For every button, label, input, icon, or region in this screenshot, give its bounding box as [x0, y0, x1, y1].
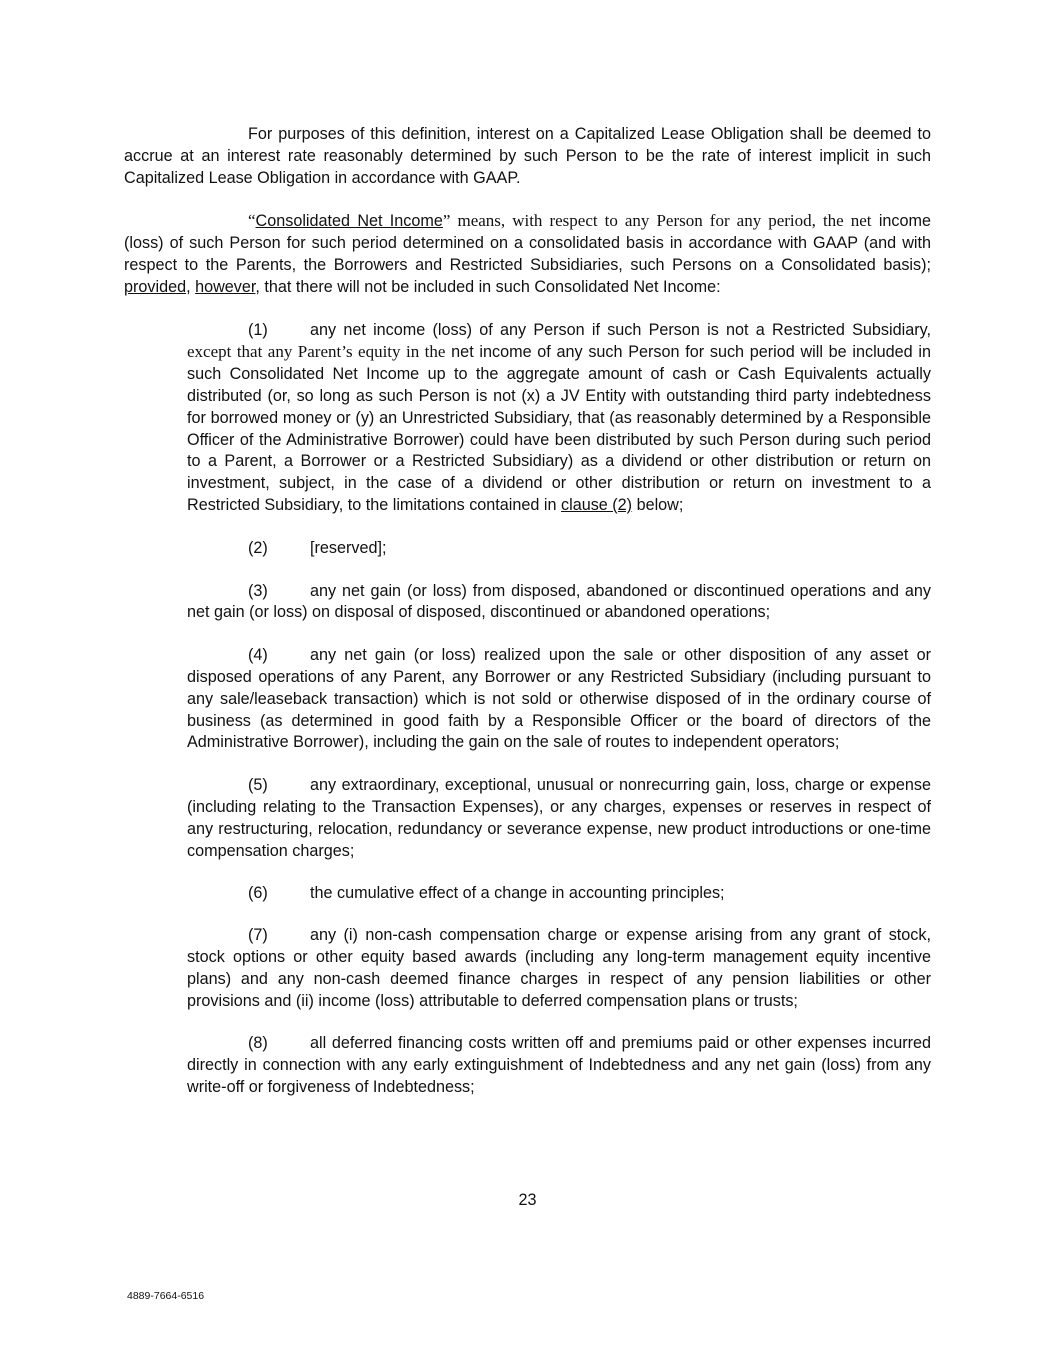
- clause-4: [187, 645, 931, 754]
- page-number: 23: [518, 1191, 537, 1209]
- clause-text: net income of any such Person for such period will be included in such Consolidated Net Income up to the aggregate amount of cash or Cash Equivalents actually distributed (or, so long as such Person is not (x) a JV Entity with outstanding third party indebtedness for borrowed money or (y) an Unrestricted Subsidiary, that (as reasonably determined by a Responsible Officer of the Administrative Borrower) could have been distributed by such Person during such period to a Parent, a Borrower or a Restricted Subsidiary) as a dividend or other distribution or return on investment, subject, in the case of a dividend or other distribution or return on investment to a Restricted Subsidiary, to the limitations contained in: [187, 343, 932, 514]
- clause-2-reference: clause (2): [561, 495, 633, 514]
- clause-number: (2): [248, 538, 268, 557]
- definition-body: income (loss) of such Person for such period determined on a consolidated basis in accordance with GAAP (and with respect to the Parents, the Borrowers and Restricted Subsidiaries, such Persons on a Consolidated basis);: [124, 212, 931, 274]
- provided-term: provided: [124, 277, 187, 296]
- clause-text: any net income (loss) of any Person if such Person is not a Restricted Subsidiary,: [310, 320, 931, 339]
- clause-number: (5): [248, 776, 268, 795]
- clause-number: (7): [248, 926, 268, 945]
- clause-number: (8): [248, 1034, 268, 1053]
- clause-text: any net gain (or loss) from disposed, abandoned or discontinued operations and any net gain (or loss) on disposal of disposed, discontinued or abandoned operations;: [187, 581, 931, 622]
- paragraph-consolidated-net-income-definition: [124, 210, 931, 298]
- clause-8: [187, 1033, 931, 1098]
- clause-text: any extraordinary, exceptional, unusual or nonrecurring gain, loss, charge or expense (including relating to the Transaction Expenses), or any charges, expenses or reserves in respect of any restructuring, relocation, redundancy or severance expense, new product introductions or one-time compensation charges;: [187, 776, 931, 860]
- separator: ,: [186, 277, 196, 296]
- clause-number: (4): [248, 646, 268, 665]
- clause-text: any net gain (or loss) realized upon the sale or other disposition of any asset or disposed operations of any Parent, any Borrower or any Restricted Subsidiary (including pursuant to any sale/leaseback transaction) which is not sold or otherwise disposed of in the ordinary course of business (as determined in good faith by a Responsible Officer or the board of directors of the Administrative Borrower), including the gain on the sale of routes to independent operators;: [187, 646, 931, 752]
- clause-text: any (i) non-cash compensation charge or expense arising from any grant of stock, stock options or other equity based awards (including any long-term management equity incentive plans) and any non-cash deemed finance charges in respect of any pension liabilities or other provisions and (ii) income (loss) attributable to deferred compensation plans or trusts;: [187, 926, 931, 1010]
- document-id: 4889-7664-6516: [127, 1290, 205, 1302]
- open-quote: “: [248, 211, 256, 231]
- clause-text: the cumulative effect of a change in accounting principles;: [310, 884, 725, 903]
- clause-1: [187, 320, 931, 517]
- document-page: [124, 124, 931, 1099]
- clause-5: [187, 775, 931, 862]
- definition-tail: , that there will not be included in such Consolidated Net Income:: [255, 277, 721, 296]
- paragraph-capitalized-lease-interest: For purposes of this definition, interest on a Capitalized Lease Obligation shall be deemed to accrue at an interest rate reasonably determined by such Person to be the rate of interest implicit in such Capitalized Lease Obligation in accordance with GAAP.: [124, 125, 931, 187]
- clause-number: (6): [248, 884, 268, 903]
- clause-text-serif: except that any Parent’s equity in the: [187, 342, 446, 362]
- clause-number: (3): [248, 581, 268, 600]
- clause-number: (1): [248, 320, 268, 339]
- definition-lead: ” means, with respect to any Person for any period, the net: [442, 211, 872, 231]
- clause-6: [187, 883, 931, 905]
- clause-3: [187, 581, 931, 625]
- clause-text: [reserved];: [310, 538, 387, 557]
- clause-2: [187, 538, 931, 560]
- however-term: however: [195, 277, 256, 296]
- defined-term: Consolidated Net Income: [255, 212, 443, 231]
- clause-list: [187, 320, 931, 1099]
- clause-7: [187, 925, 931, 1012]
- clause-text: below;: [632, 495, 684, 514]
- clause-text: all deferred financing costs written off and premiums paid or other expenses incurred directly in connection with any early extinguishment of Indebtedness and any net gain (loss) from any write-off or forgiveness of Indebtedness;: [187, 1034, 931, 1096]
